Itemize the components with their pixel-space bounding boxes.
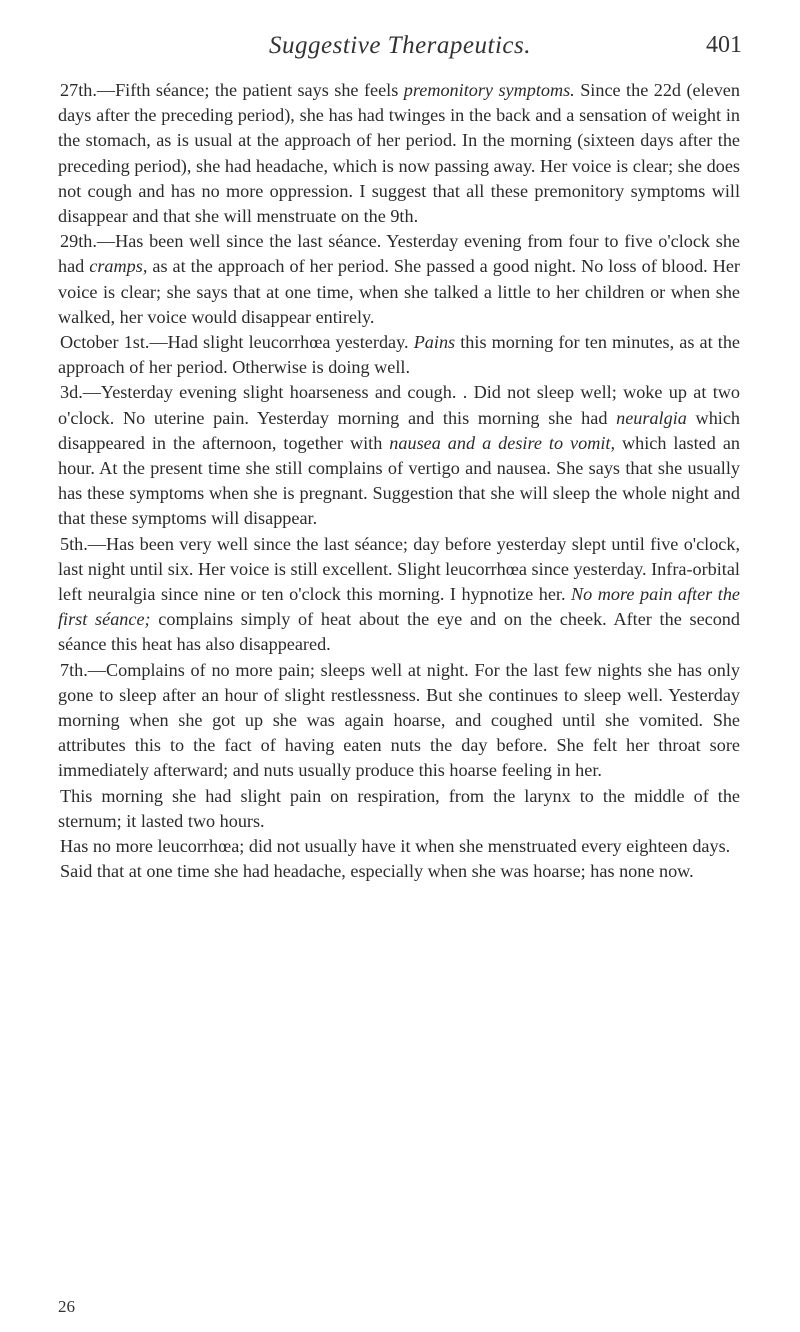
paragraph: [58, 532, 740, 658]
paragraph: [58, 229, 740, 330]
italic-text: premonitory symptoms.: [403, 80, 575, 100]
text-run: Has no more leucorrhœa; did not usually have it when she menstruated every eighteen days.: [60, 836, 731, 857]
running-head: [0, 32, 800, 64]
signature-mark: 26: [58, 1297, 75, 1316]
paragraph: [58, 834, 740, 859]
text-run: Said that at one time she had headache, especially when she was hoarse; has none now.: [60, 861, 694, 882]
paragraph: [58, 784, 740, 834]
text-run: 27th.—Fifth séance; the patient says she feels: [60, 80, 404, 100]
text-run: 5th.—Has been very well since the last séance; day before yesterday slept until five o'clock, last night until six. Her voice is still excellent. Slight leucorrhœa since yesterday. Infra-orbital left neuralgia since nine or ten o'clock this morning. I hypnotize her.: [58, 533, 740, 605]
text-run: 29th.—Has been well since the last séance. Yesterday evening from four to five o'clock she had: [58, 231, 740, 277]
text-run: as at the approach of her period. She passed a good night. No loss of blood. Her voice is clear; she says that at one time, when she talked a little to her children or when she walked, her voice would disappear entirely.: [58, 256, 740, 327]
running-title: Suggestive Therapeutics.: [269, 32, 531, 59]
paragraph: [58, 78, 740, 229]
text-run: This morning she had slight pain on respiration, from the larynx to the middle of the sternum; it lasted two hours.: [58, 785, 740, 831]
italic-text: Pains: [413, 332, 456, 353]
text-run: which disappeared in the afternoon, together with: [58, 407, 741, 453]
paragraph: [58, 330, 740, 380]
text-run: 3d.—Yesterday evening slight hoarseness and cough. . Did not sleep well; woke up at two o'clock. No uterine pain. Yesterday morning and this morning she had: [58, 382, 740, 428]
page-number: 401: [706, 32, 742, 58]
italic-text: neuralgia: [616, 407, 687, 428]
body-text: [58, 78, 740, 885]
italic-text: nausea and a desire to vomit,: [389, 432, 615, 453]
text-run: October 1st.—Had slight leucorrhœa yesterday.: [60, 332, 414, 353]
text-run: which lasted an hour. At the present time she still complains of vertigo and nausea. She says that she usually has these symptoms when she is pregnant. Suggestion that she will sleep the whole night and that these symptoms will disappear.: [58, 432, 740, 529]
text-run: this morning for ten minutes, as at the approach of her period. Otherwise is doing well.: [58, 332, 740, 378]
text-run: complains simply of heat about the eye and on the cheek. After the second séance this heat has also disappeared.: [58, 609, 740, 655]
paragraph: [58, 658, 740, 784]
text-run: Since the 22d (eleven days after the preceding period), she has had twinges in the back and a sensation of weight in the stomach, as is usual at the approach of her period. In the morning (sixteen days after the preceding period), she had headache, which is now passing away. Her voice is clear; she does not cough and has no more oppression. I suggest that all these premonitory symptoms will disappear and that she will menstruate on the 9th.: [58, 80, 740, 227]
italic-text: cramps,: [89, 256, 148, 277]
paragraph: [58, 859, 740, 884]
italic-text: No more pain after the first séance;: [58, 584, 740, 630]
paragraph: [58, 380, 740, 531]
text-run: 7th.—Complains of no more pain; sleeps well at night. For the last few nights she has only gone to sleep after an hour of slight restlessness. But she continues to sleep well. Yesterday morning when she got up she was again hoarse, and coughed until she vomited. She attributes this to the fact of having eaten nuts the day before. She felt her throat sore immediately afterward; and nuts usually produce this hoarse feeling in her.: [58, 659, 740, 781]
